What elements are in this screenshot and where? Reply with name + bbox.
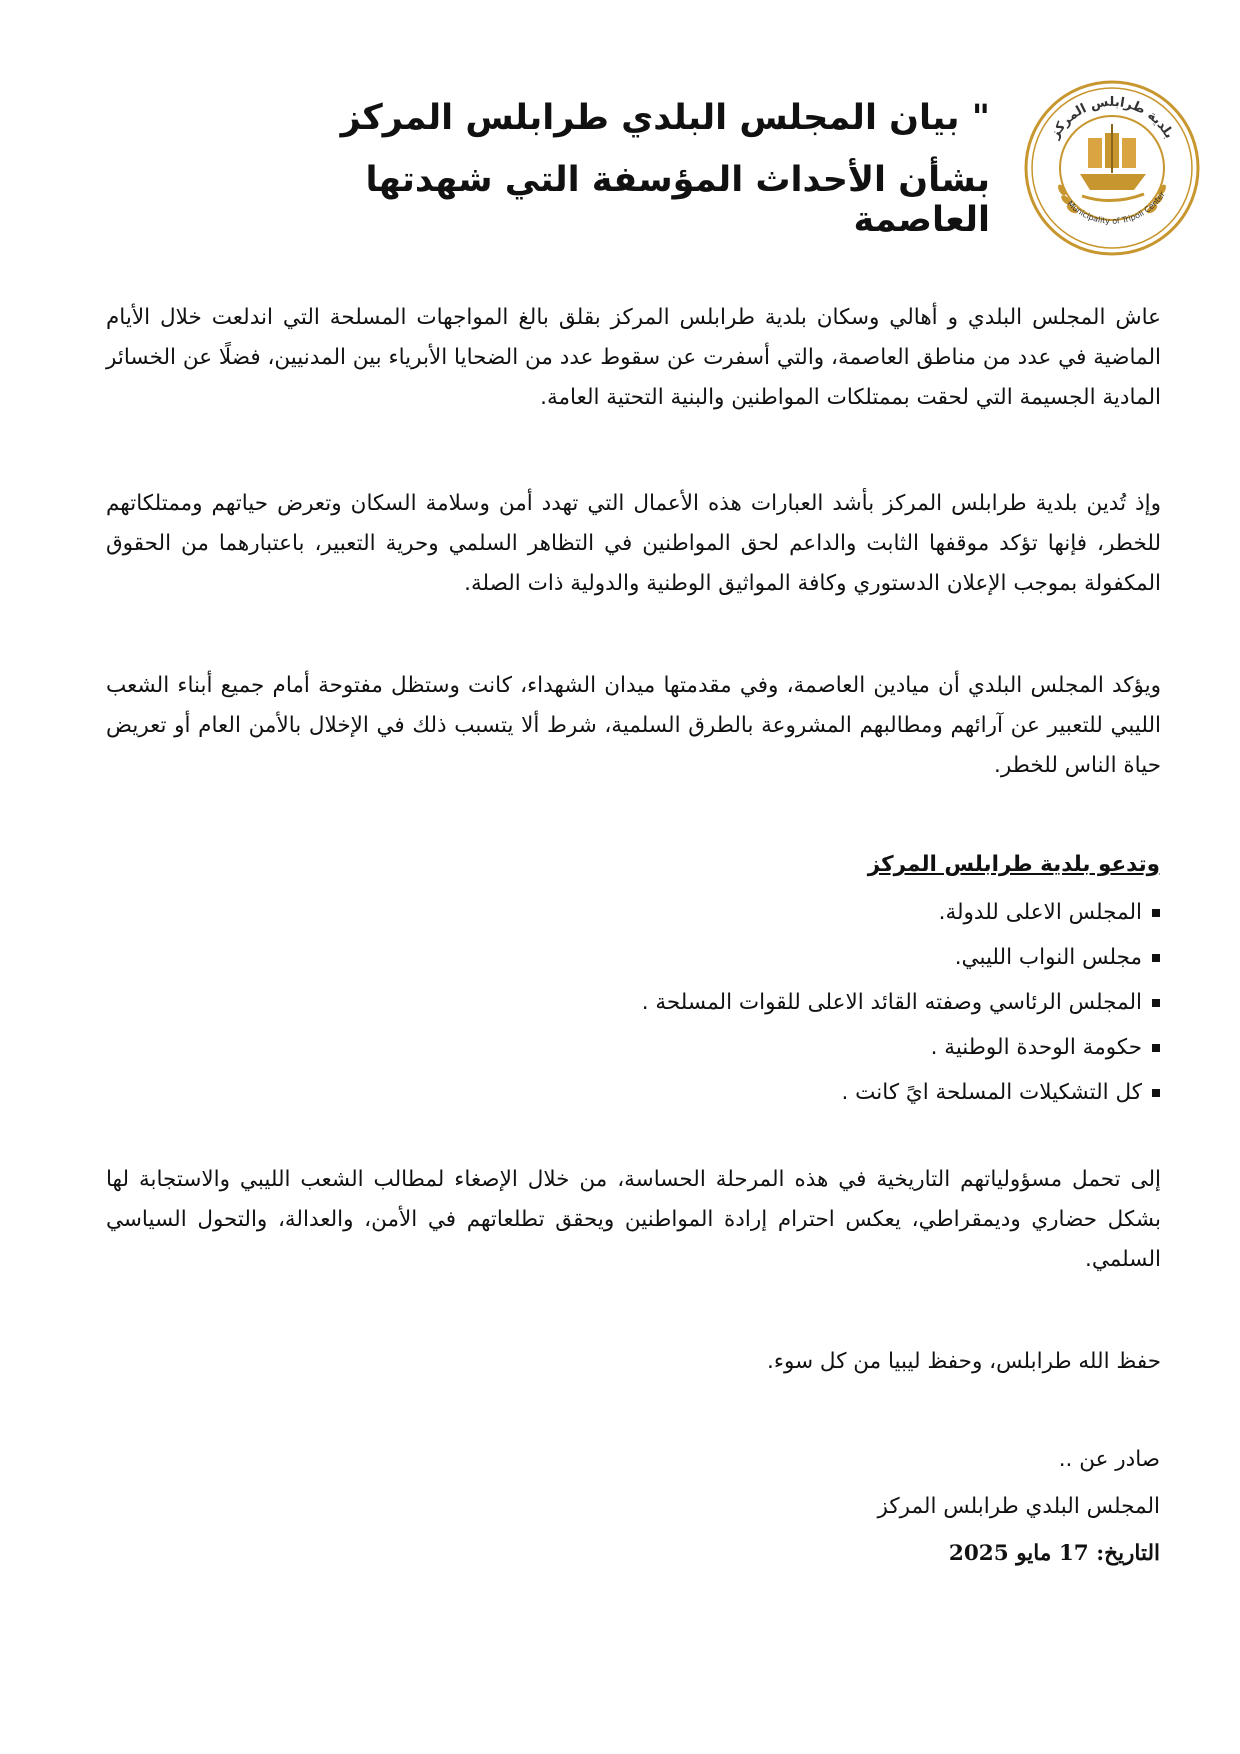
paragraph-1: عاش المجلس البلدي و أهالي وسكان بلدية طرابلس المركز بقلق بالغ المواجهات المسلحة التي اندلعت خلال الأيام الماضية في عدد من مناطق العاصمة، والتي أسفرت عن سقوط عدد من الضحايا الأبرياء بين المدنيين، فضلًا عن الخسائر المادية الجسيمة التي لحقت بممتلكات المواطنين والبنية التحتية العامة.: [106, 305, 1161, 410]
list-item: [260, 1070, 1160, 1115]
paragraph-4: إلى تحمل مسؤولياتهم التاريخية في هذه المرحلة الحساسة، من خلال الإصغاء لمطالب الشعب الليبي والاستجابة لها بشكل حضاري وديمقراطي، يعكس احترام إرادة المواطنين ويحقق تطلعاتهم في الأمن، والعدالة، والتحول السياسي السلمي.: [106, 1167, 1161, 1272]
list-item: [260, 980, 1160, 1025]
call-heading: وتدعو بلدية طرابلس المركز: [867, 852, 1160, 877]
addressee-list: [260, 890, 1160, 1115]
bullet-square-icon: [1152, 1044, 1160, 1052]
list-item: [260, 1025, 1160, 1070]
bullet-square-icon: [1152, 1089, 1160, 1097]
list-item-text: حكومة الوحدة الوطنية .: [930, 1035, 1142, 1060]
list-item-text: المجلس الرئاسي وصفته القائد الاعلى للقوات المسلحة .: [641, 990, 1142, 1015]
svg-text:بلدية طرابلس المركز: بلدية طرابلس المركز: [1047, 94, 1177, 142]
statement-title: " بيان المجلس البلدي طرابلس المركز: [340, 98, 990, 138]
list-item: [260, 890, 1160, 935]
bullet-square-icon: [1152, 999, 1160, 1007]
statement-date: التاريخ: 17 مايو 2025: [948, 1541, 1160, 1566]
list-item-text: مجلس النواب الليبي.: [954, 945, 1142, 970]
municipality-seal-logo: [1022, 78, 1202, 258]
bullet-square-icon: [1152, 954, 1160, 962]
list-item: [260, 935, 1160, 980]
statement-subtitle: بشأن الأحداث المؤسفة التي شهدتها العاصمة: [365, 160, 990, 240]
list-item-text: المجلس الاعلى للدولة.: [938, 900, 1142, 925]
issued-by-label: صادر عن ..: [1058, 1447, 1160, 1472]
paragraph-2: وإذ تُدين بلدية طرابلس المركز بأشد العبارات هذه الأعمال التي تهدد أمن وسلامة السكان وتعرض حياتهم وممتلكاتهم للخطر، فإنها تؤكد موقفها الثابت والداعم لحق المواطنين في التظاهر السلمي وحرية التعبير، باعتبارهما من الحقوق المكفولة بموجب الإعلان الدستوري وكافة المواثيق الوطنية والدولية ذات الصلة.: [106, 491, 1161, 596]
svg-text:Municipality of Tripoli Center: Municipality of Tripoli Center: [1065, 190, 1167, 226]
paragraph-3: ويؤكد المجلس البلدي أن ميادين العاصمة، وفي مقدمتها ميدان الشهداء، كانت وستظل مفتوحة أمام جميع أبناء الشعب الليبي للتعبير عن آرائهم ومطالبهم المشروعة بالطرق السلمية، شرط ألا يتسبب ذلك في الإخلال بالأمن العام أو تعريض حياة الناس للخطر.: [106, 673, 1161, 778]
issuing-council: المجلس البلدي طرابلس المركز: [877, 1494, 1160, 1519]
list-item-text: كل التشكيلات المسلحة ايً كانت .: [841, 1080, 1142, 1105]
bullet-square-icon: [1152, 909, 1160, 917]
closing-prayer: حفظ الله طرابلس، وحفظ ليبيا من كل سوء.: [767, 1349, 1161, 1374]
